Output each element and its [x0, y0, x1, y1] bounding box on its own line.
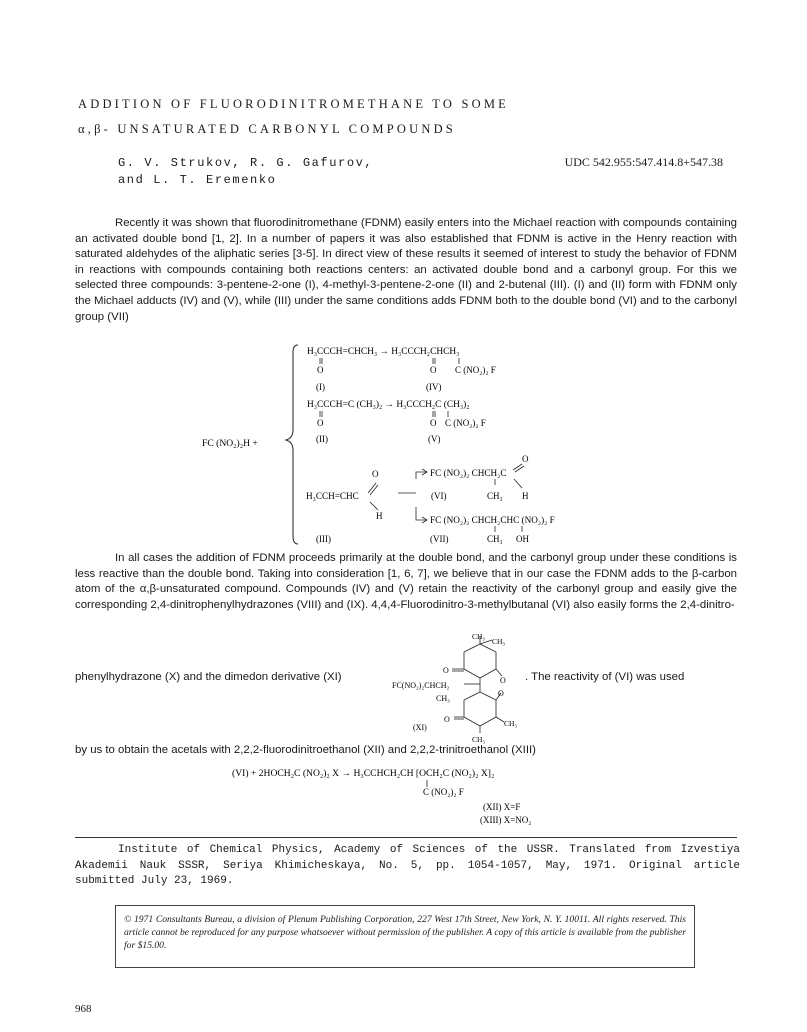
- reaction-1: H₃CCCH=CHCH₃ → H₃CCCH₂CHCH₃: [307, 347, 460, 357]
- label-II: (II): [316, 434, 328, 444]
- body-paragraph-4: by us to obtain the acetals with 2,2,2-fluorodinitroethanol (XII) and 2,2,2-trinitroethanol (XIII): [75, 744, 536, 756]
- page-number: 968: [75, 1003, 92, 1015]
- footnote-rule: [75, 837, 737, 838]
- r3-hydrogen: H: [376, 511, 383, 521]
- oxygen-1: O: [443, 666, 449, 675]
- reaction-2: H₃CCCH=C (CH₃)₂ → H₃CCCH₂C (CH₃)₂: [307, 400, 470, 410]
- ch3-bottom-right: CH₃: [504, 719, 518, 728]
- ch3-top-right: CH₃: [492, 637, 506, 646]
- copyright-notice: © 1971 Consultants Bureau, a division of Plenum Publishing Corporation, 227 West 17th Street, New York, N. Y. 10011. All rights reserved. This article cannot be reproduced for any purpose whatsoever without permission of the publisher. A copy of this article is available from the publisher for $15.00.: [115, 905, 695, 968]
- label-XIII: (XIII) X=NO₂: [480, 815, 532, 825]
- brace: [286, 345, 298, 544]
- r2-oxygen-left: O: [317, 418, 324, 428]
- paragraph-3-left: phenylhydrazone (X) and the dimedon derivative (XI): [75, 671, 342, 683]
- label-XII: (XII) X=F: [483, 802, 521, 812]
- label-VI: (VI): [431, 491, 447, 501]
- r1-oxygen-right: O: [430, 365, 437, 375]
- label-VII: (VII): [430, 534, 449, 544]
- r3-oxygen: O: [372, 469, 379, 479]
- product-VII: FC (NO₂)₂ CHCH₂CHC (NO₂)₂ F: [430, 515, 555, 525]
- ch3-middle: CH₃: [436, 694, 450, 703]
- reagent-fdnm: FC (NO₂)₂H +: [202, 438, 258, 449]
- authors-line-1: G. V. Strukov, R. G. Gafurov,: [118, 156, 374, 170]
- affiliation-footnote: Institute of Chemical Physics, Academy of Sciences of the USSR. Translated from Izvestiya Akademii Nauk SSSR, Seriya Khimicheskaya, No. 5, pp. 1054-1057, May, 1971. Original article submitted July 23, 1969.: [75, 844, 740, 887]
- r3-bottom-methyl: CH₃: [487, 534, 503, 544]
- label-III: (III): [316, 534, 331, 544]
- label-V: (V): [428, 434, 441, 444]
- r2-oxygen-right: O: [430, 418, 437, 428]
- title-line-1: ADDITION OF FLUORODINITROMETHANE TO SOME: [78, 97, 510, 111]
- paragraph-text: In all cases the addition of FDNM proceeds primarily at the double bond, and the carbonyl group under these conditions is less reactive than the double bond. Taking into consideration [1, 6, 7], we believe that in our case the FDNM adds to the β-carbon atom of the α,β-unsaturated compound. Compounds (IV) and (V) retain the reactivity of the carbonyl group and easily give the corresponding 2,4-dinitrophenylhydrazones (VIII) and (IX). 4,4,4-Fluorodinitro-3-methylbutanal (VI) also easily forms the 2,4-dinitro-: [75, 552, 737, 611]
- oxygen-3: O: [498, 689, 504, 698]
- acetal-equation: [230, 765, 630, 830]
- acetal-reaction: (VI) + 2HOCH₂C (NO₂)₂ X → H₃CCHCH₂CH [OCH₂C (NO₂)₂ X]₂: [232, 768, 495, 779]
- paragraph-3-right: . The reactivity of (VI) was used: [525, 671, 685, 683]
- r2-substituent: C (NO₂)₂ F: [445, 418, 486, 428]
- side-chain: FC(NO₂)₂CHCH₂: [392, 681, 450, 690]
- paragraph-text: Recently it was shown that fluorodinitromethane (FDNM) easily enters into the Michael reaction with compounds containing an activated double bond [1, 2]. In a number of papers it was also established that FDNM is active in the Henry reaction with saturated aldehydes of the aliphatic series [3-5]. In direct view of these results it seemed of interest to study the behavior of FDNM in reactions with compounds containing both reactions centers: an activated double bond and a carbonyl group. For this we selected three compounds: 3-pentene-2-one (I), 4-methyl-3-pentene-2-one (II) and 2-butenal (III). (I) and (II) form with FDNM only the Michael adducts (IV) and (V), while (III) under the same conditions adds FDNM both to the double bond (VI) and to the carbonyl group (VII): [75, 217, 737, 323]
- label-XI: (XI): [413, 723, 427, 732]
- compound-III: H₃CCH=CHC: [306, 491, 359, 501]
- r1-oxygen-left: O: [317, 365, 324, 375]
- body-paragraph-1: [75, 216, 737, 325]
- acetal-substituent: C (NO₂)₂ F: [423, 787, 464, 797]
- oxygen-4: O: [444, 715, 450, 724]
- r3-top-hydrogen: H: [522, 491, 529, 501]
- r3-top-oxygen: O: [522, 454, 529, 464]
- authors-line-2: and L. T. Eremenko: [118, 173, 277, 187]
- r3-top-methyl: CH₃: [487, 491, 503, 501]
- label-I: (I): [316, 382, 325, 392]
- r1-substituent: C (NO₂)₂ F: [455, 365, 496, 375]
- body-paragraph-2: [75, 551, 737, 613]
- title-line-2: α,β- UNSATURATED CARBONYL COMPOUNDS: [78, 122, 456, 136]
- oxygen-2: O: [500, 676, 506, 685]
- product-VI: FC (NO₂)₂ CHCH₂C: [430, 468, 507, 478]
- dimedon-derivative-structure: [392, 632, 528, 747]
- r3-bottom-hydroxyl: OH: [516, 534, 529, 544]
- udc-code: UDC 542.955:547.414.8+547.38: [564, 155, 723, 169]
- authors: [118, 155, 373, 189]
- ch3-top: CH₃: [472, 632, 486, 641]
- ch3-bottom: CH₃: [472, 735, 486, 744]
- label-IV: (IV): [426, 382, 442, 392]
- reaction-scheme: [200, 342, 620, 548]
